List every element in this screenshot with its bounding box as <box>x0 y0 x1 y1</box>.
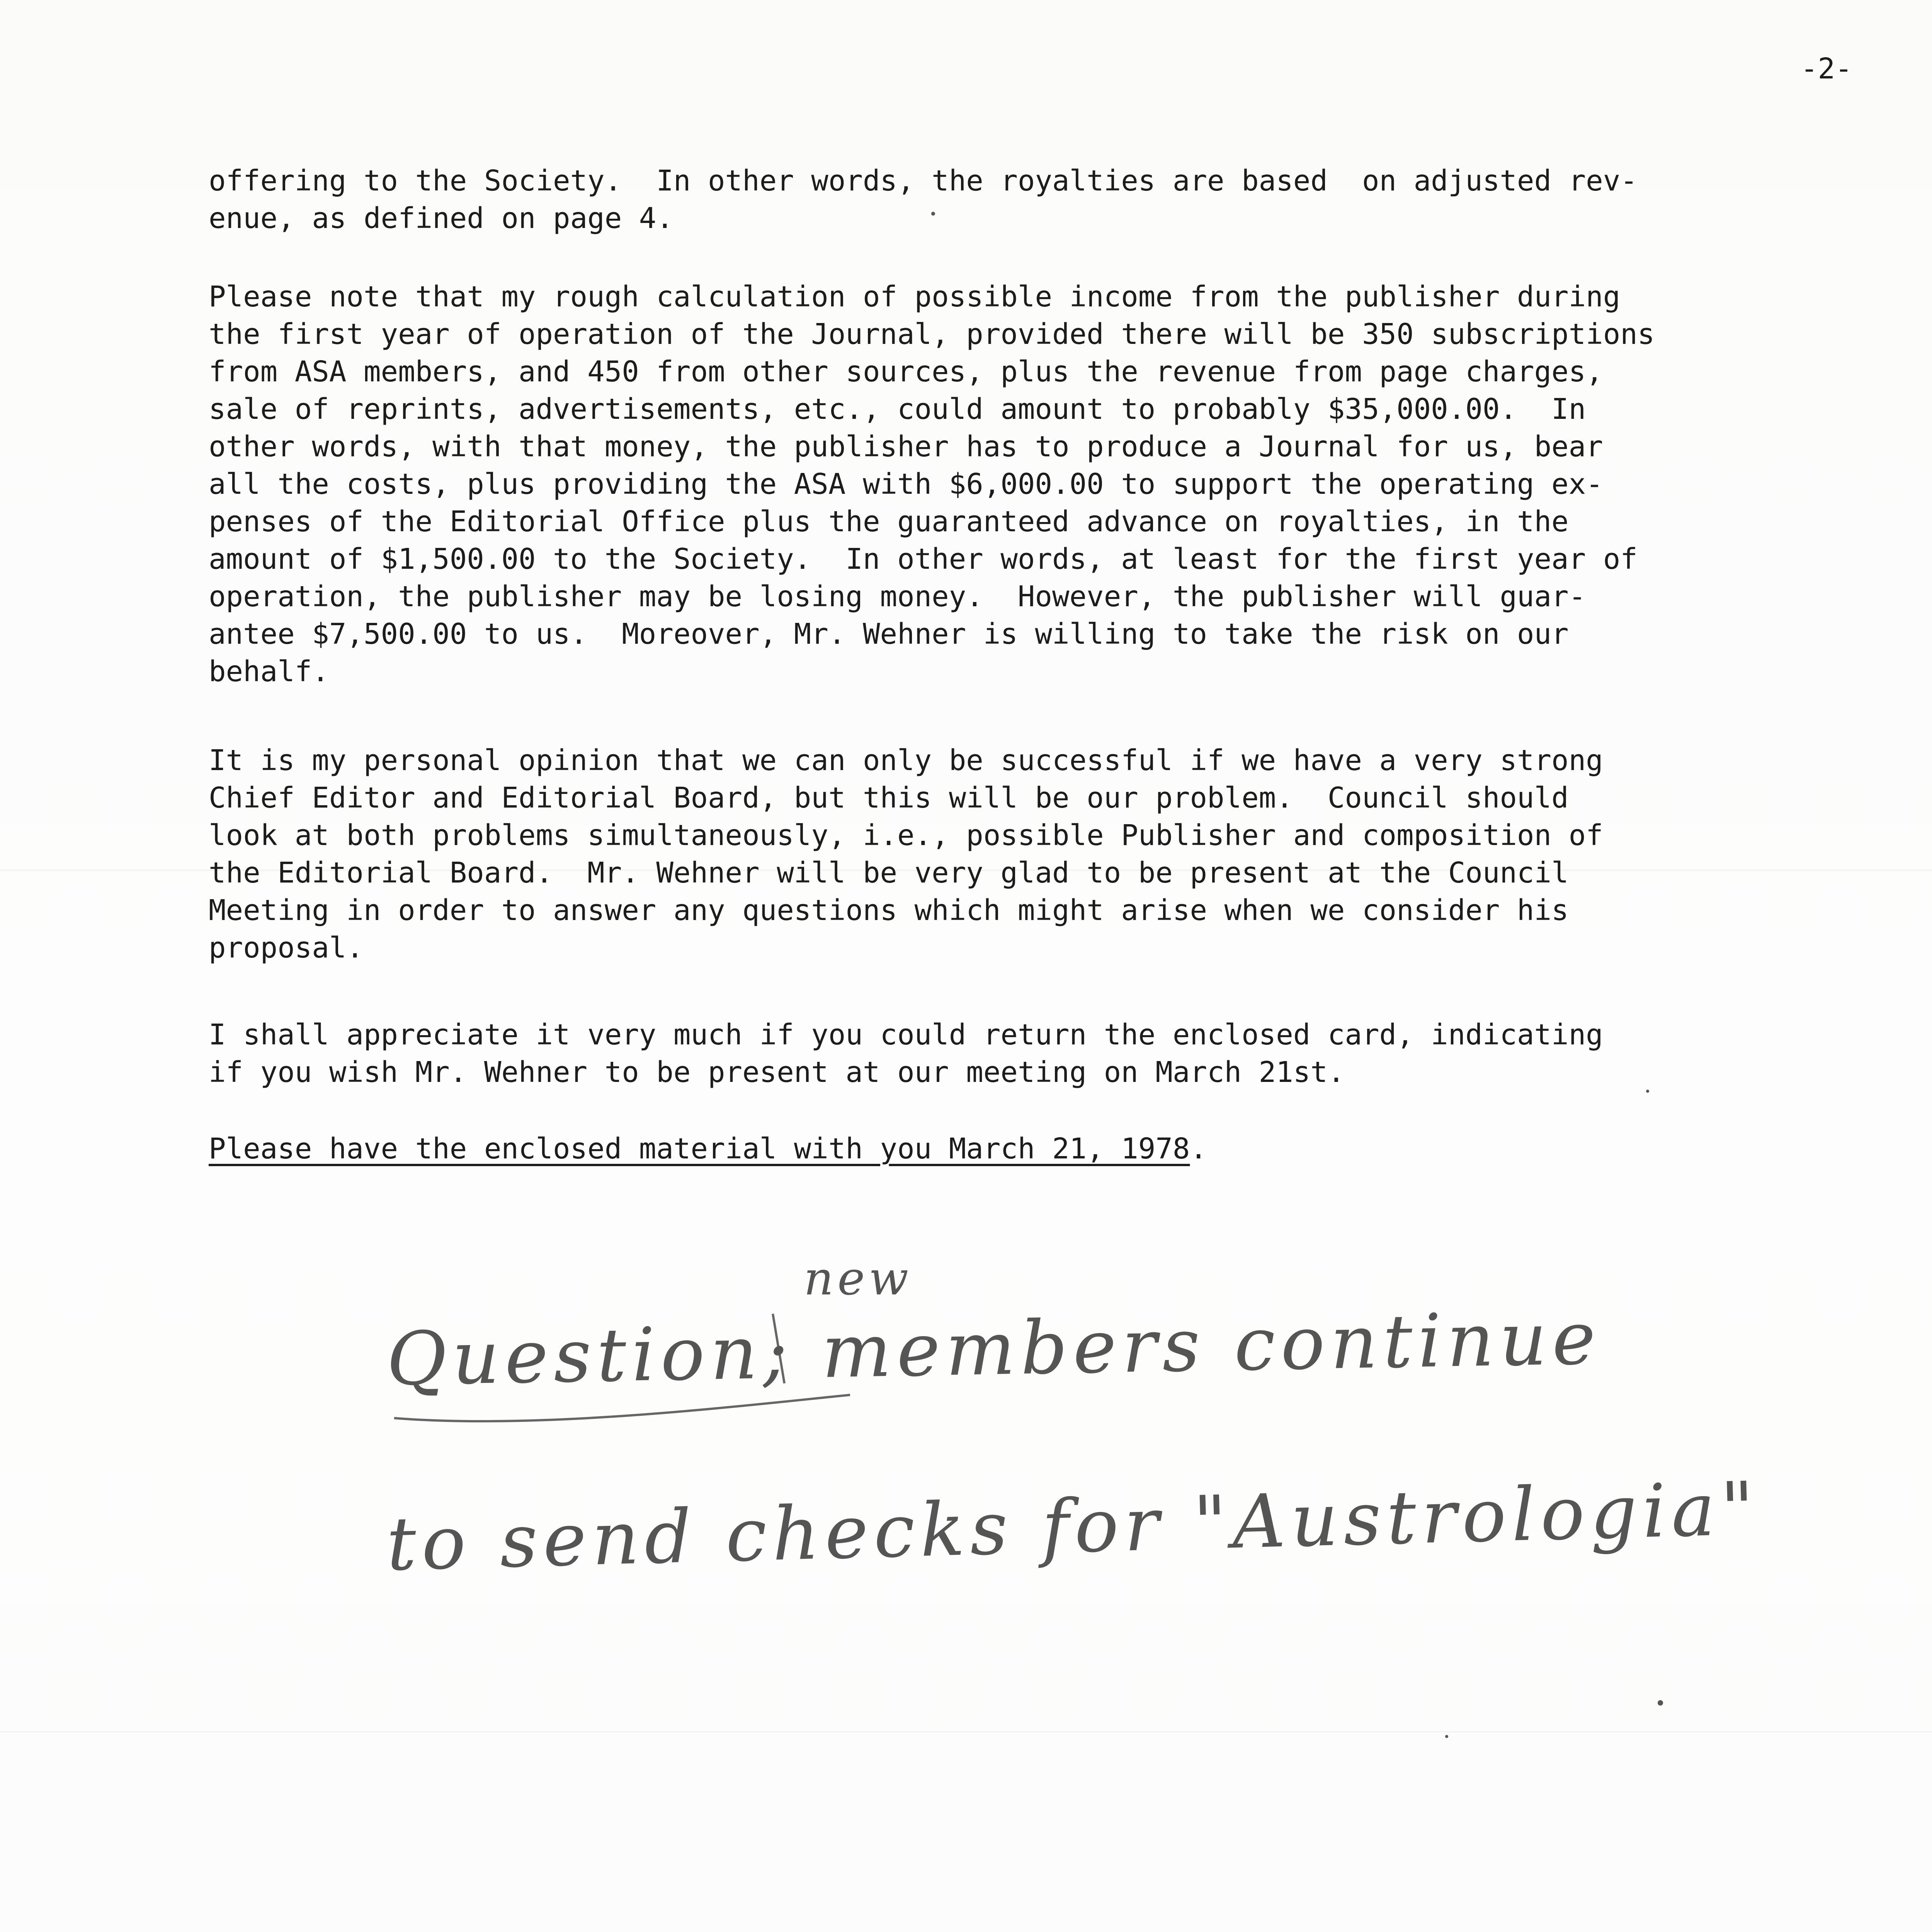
handwritten-line-1: Question; members continue <box>386 1295 1602 1402</box>
text-line: penses of the Editorial Office plus the guaranteed advance on royalties, in the <box>209 505 1569 538</box>
text-line: proposal. <box>209 931 364 964</box>
handwritten-note <box>385 1252 1777 1638</box>
text-line: Chief Editor and Editorial Board, but this will be our problem. Council should <box>209 781 1569 815</box>
text-line: behalf. <box>209 655 329 688</box>
paragraph-royalties <box>209 162 1832 237</box>
text-line: It is my personal opinion that we can only be successful if we have a very strong <box>209 744 1603 777</box>
text-line: if you wish Mr. Wehner to be present at our meeting on March 21st. <box>209 1056 1345 1089</box>
text-line: operation, the publisher may be losing money. However, the publisher will guar- <box>209 580 1586 613</box>
ink-speck <box>1445 1735 1448 1738</box>
text-line: all the costs, plus providing the ASA with $6,000.00 to support the operating ex- <box>209 468 1603 501</box>
text-line: from ASA members, and 450 from other sources, plus the revenue from page charges, <box>209 355 1603 388</box>
paragraph-income-calculation <box>209 278 1832 690</box>
handwritten-line-2: to send checks for "Austrologia" <box>385 1466 1761 1587</box>
text-line: Please note that my rough calculation of possible income from the publisher during <box>209 280 1621 313</box>
paper-fold <box>0 1731 1932 1733</box>
text-line: other words, with that money, the publisher has to produce a Journal for us, bear <box>209 430 1603 463</box>
text-line: the Editorial Board. Mr. Wehner will be very glad to be present at the Council <box>209 856 1569 889</box>
paragraph-editorial-board <box>209 742 1832 967</box>
text-line: I shall appreciate it very much if you could return the enclosed card, indicating <box>209 1018 1603 1051</box>
ink-speck <box>1646 1090 1649 1093</box>
text-line: amount of $1,500.00 to the Society. In other words, at least for the first year of <box>209 543 1638 576</box>
reminder-period: . <box>1190 1132 1208 1165</box>
ink-speck <box>1658 1700 1663 1706</box>
text-line: Meeting in order to answer any questions which might arise when we consider his <box>209 894 1569 927</box>
text-line: sale of reprints, advertisements, etc., could amount to probably $35,000.00. In <box>209 393 1586 426</box>
paragraph-reminder <box>209 1130 1832 1168</box>
handwritten-insert: new <box>804 1252 913 1306</box>
paragraph-return-card <box>209 1016 1832 1091</box>
text-line: antee $7,500.00 to us. Moreover, Mr. Wehner is willing to take the risk on our <box>209 617 1569 651</box>
text-line: offering to the Society. In other words, the royalties are based on adjusted rev- <box>209 164 1638 197</box>
text-line <box>209 1130 1832 1168</box>
text-line: enue, as defined on page 4. <box>209 202 673 235</box>
text-line: the first year of operation of the Journal, provided there will be 350 subscriptions <box>209 318 1655 351</box>
text-line: look at both problems simultaneously, i.e., possible Publisher and composition of <box>209 819 1603 852</box>
ink-speck <box>931 212 935 216</box>
underlined-reminder: Please have the enclosed material with you March 21, 1978 <box>209 1132 1190 1165</box>
page-number: -2- <box>1801 52 1852 85</box>
